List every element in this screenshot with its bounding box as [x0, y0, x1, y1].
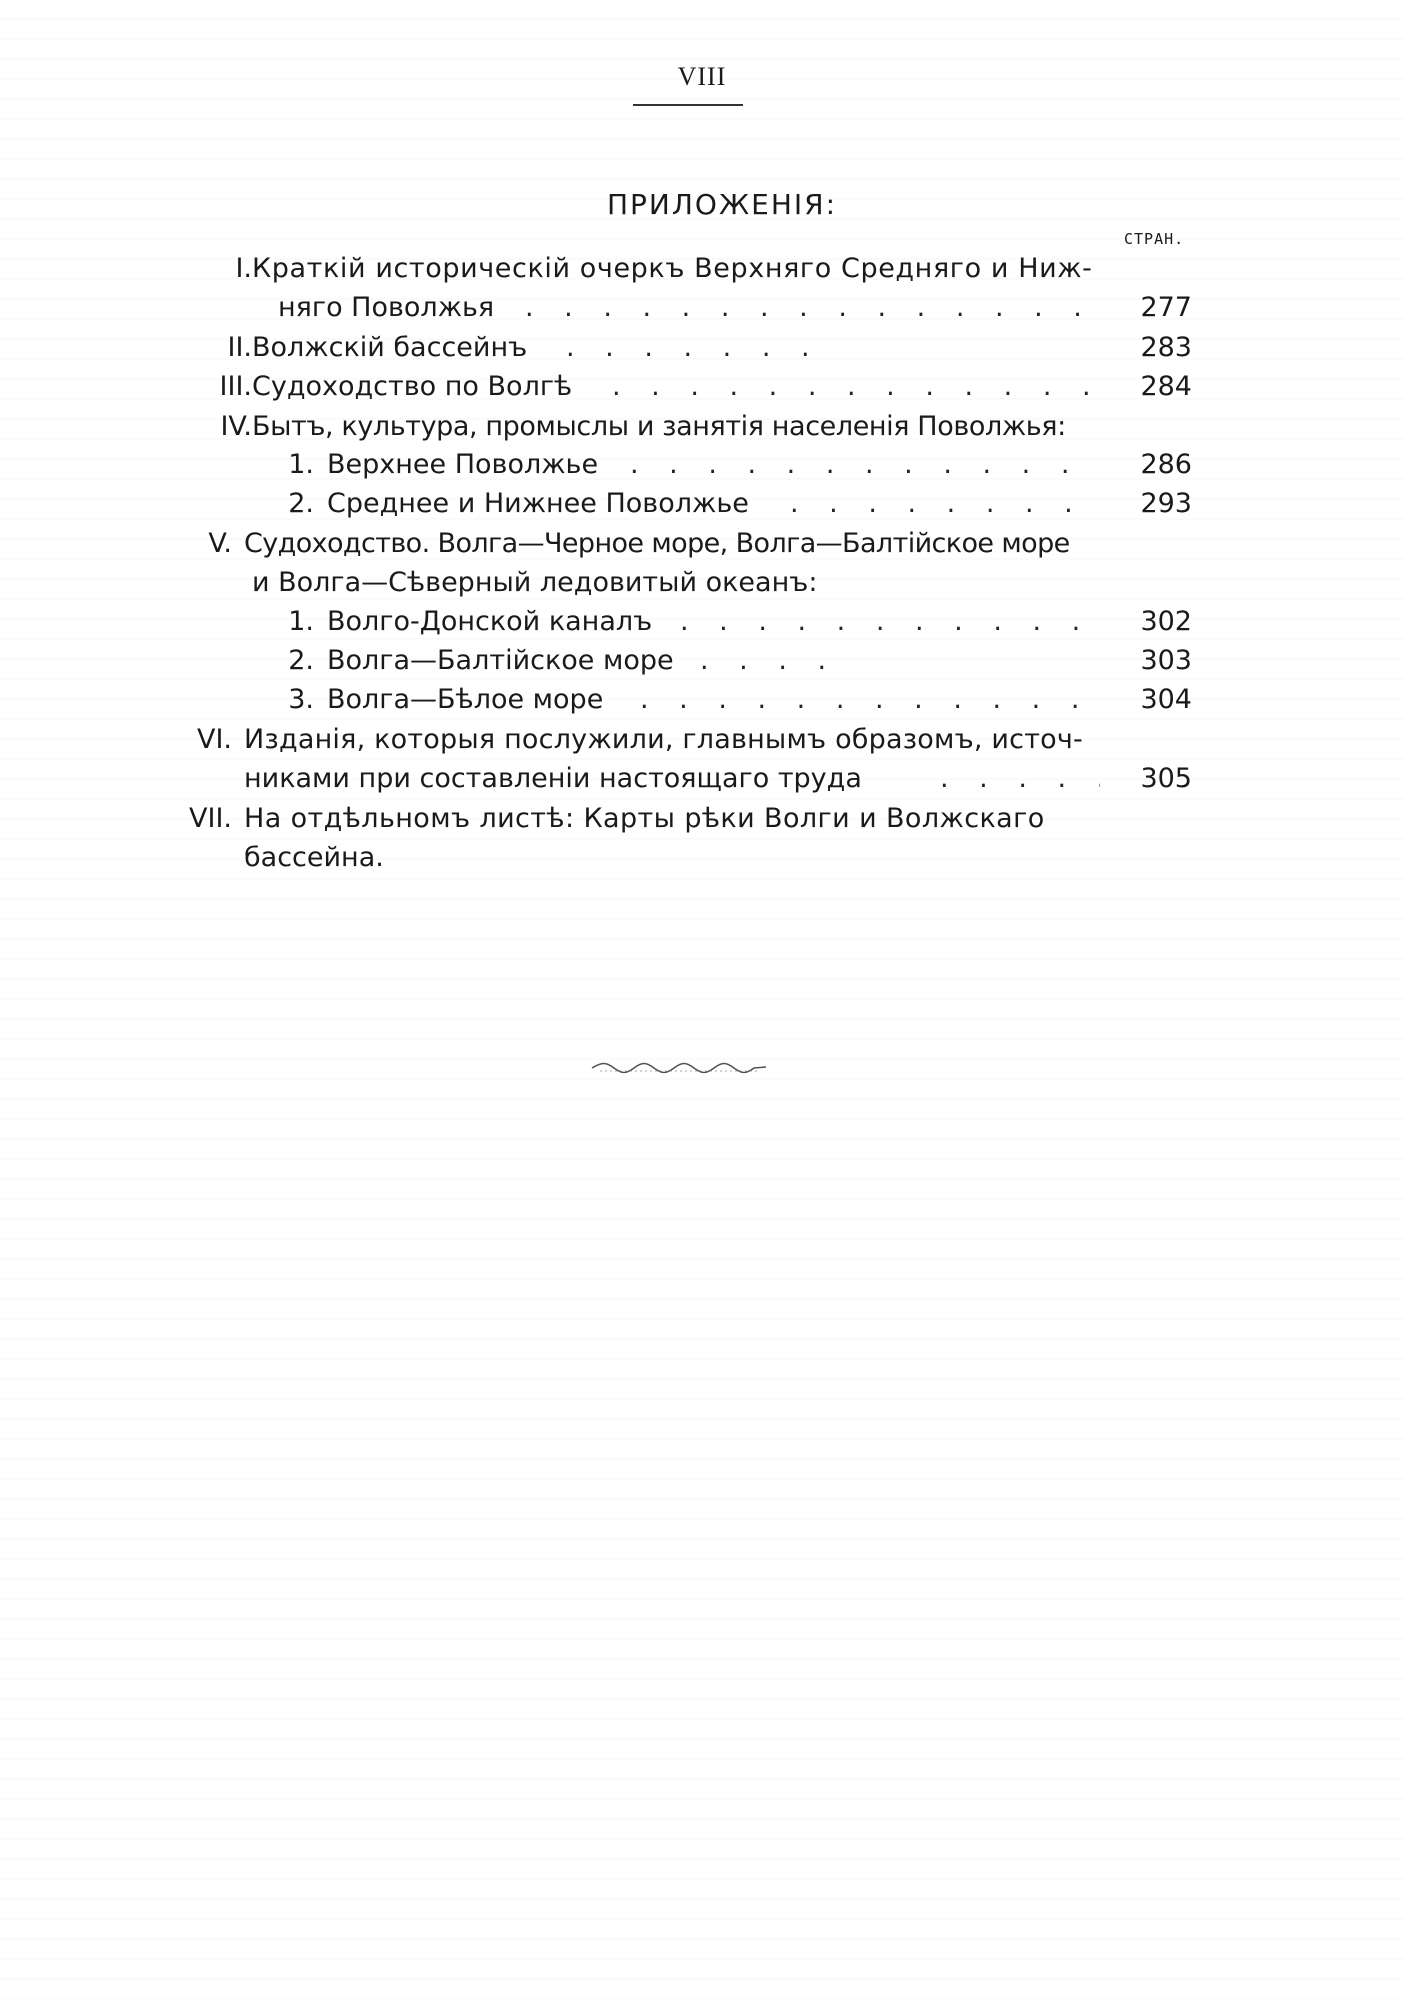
ornament-divider [590, 1058, 770, 1078]
entry-number: V. [208, 528, 232, 559]
toc-entry-4 [0, 408, 1404, 446]
dot-leader [700, 642, 835, 680]
entry-number: 2. [288, 645, 314, 676]
entry-page-number: 277 [1140, 292, 1192, 323]
toc-entry-5-line-1 [0, 525, 1404, 563]
toc-entry-1-line-2 [0, 289, 1404, 327]
toc-entry-5-sub-3 [0, 681, 1404, 719]
entry-number: II. [227, 332, 252, 363]
entry-text: Волжскiй бассейнъ [252, 332, 528, 363]
entry-text: На отдѣльномъ листѣ: Карты рѣки Волги и Волжскаго [244, 803, 1045, 834]
dot-leader [566, 329, 836, 367]
dot-leader [630, 446, 1100, 484]
page-column-header: СТРАН. [1124, 230, 1185, 248]
toc-entry-1-line-1 [0, 250, 1404, 288]
entry-text: Верхнее Поволжье [327, 449, 599, 480]
toc-entry-6-line-1 [0, 721, 1404, 759]
entry-text: Волга—Балтiйское море [327, 645, 674, 676]
entry-page-number: 293 [1140, 488, 1192, 519]
entry-text: няго Поволжья [278, 292, 495, 323]
dot-leader [640, 681, 1100, 719]
entry-page-number: 303 [1140, 645, 1192, 676]
entry-page-number: 304 [1140, 684, 1192, 715]
running-head-page-number: VIII [677, 62, 727, 91]
entry-page-number: 305 [1140, 763, 1192, 794]
entry-number: VII. [189, 803, 232, 834]
toc-entry-2 [0, 329, 1404, 367]
entry-number: 2. [288, 488, 314, 519]
entry-number: I. [235, 253, 252, 284]
entry-page-number: 284 [1140, 371, 1192, 402]
entry-number: 1. [288, 449, 314, 480]
dot-leader [940, 760, 1100, 798]
entry-text: Волга—Бѣлое море [327, 684, 604, 715]
section-title: ПРИЛОЖЕНIЯ: [606, 188, 838, 221]
toc-entry-4-sub-1 [0, 446, 1404, 484]
entry-text: Судоходство. Волга—Черное море, Волга—Балтiйское море [244, 528, 1070, 559]
entry-number: III. [219, 371, 252, 402]
entry-number: 1. [288, 606, 314, 637]
entry-text: Изданiя, которыя послужили, главнымъ образомъ, источ- [244, 724, 1083, 755]
entry-text: Судоходство по Волгѣ [252, 371, 573, 402]
toc-entry-3 [0, 368, 1404, 406]
entry-text: Волго-Донской каналъ [327, 606, 653, 637]
header-rule [633, 104, 743, 106]
dot-leader [790, 485, 1100, 523]
toc-entry-7-line-2 [0, 839, 1404, 877]
entry-number: VI. [196, 724, 232, 755]
entry-page-number: 302 [1140, 606, 1192, 637]
dot-leader [612, 368, 1100, 406]
toc-entry-5-line-2 [0, 564, 1404, 602]
entry-number: IV. [220, 411, 252, 442]
dot-leader [680, 603, 1100, 641]
entry-text: Бытъ, культура, промыслы и занятiя населенiя Поволжья: [252, 411, 1066, 442]
toc-entry-5-sub-1 [0, 603, 1404, 641]
entry-page-number: 286 [1140, 449, 1192, 480]
entry-text: Среднее и Нижнее Поволжье [327, 488, 749, 519]
entry-page-number: 283 [1140, 332, 1192, 363]
entry-text: и Волга—Сѣверный ледовитый океанъ: [252, 567, 818, 598]
entry-text: никами при составленiи настоящаго труда [244, 763, 862, 794]
entry-text: бассейна. [244, 842, 384, 873]
toc-entry-6-line-2 [0, 760, 1404, 798]
toc-entry-7-line-1 [0, 800, 1404, 838]
entry-number: 3. [288, 684, 314, 715]
dot-leader [525, 289, 1100, 327]
toc-entry-4-sub-2 [0, 485, 1404, 523]
entry-text: Краткiй историческiй очеркъ Верхняго Средняго и Ниж- [252, 253, 1093, 284]
toc-entry-5-sub-2 [0, 642, 1404, 680]
